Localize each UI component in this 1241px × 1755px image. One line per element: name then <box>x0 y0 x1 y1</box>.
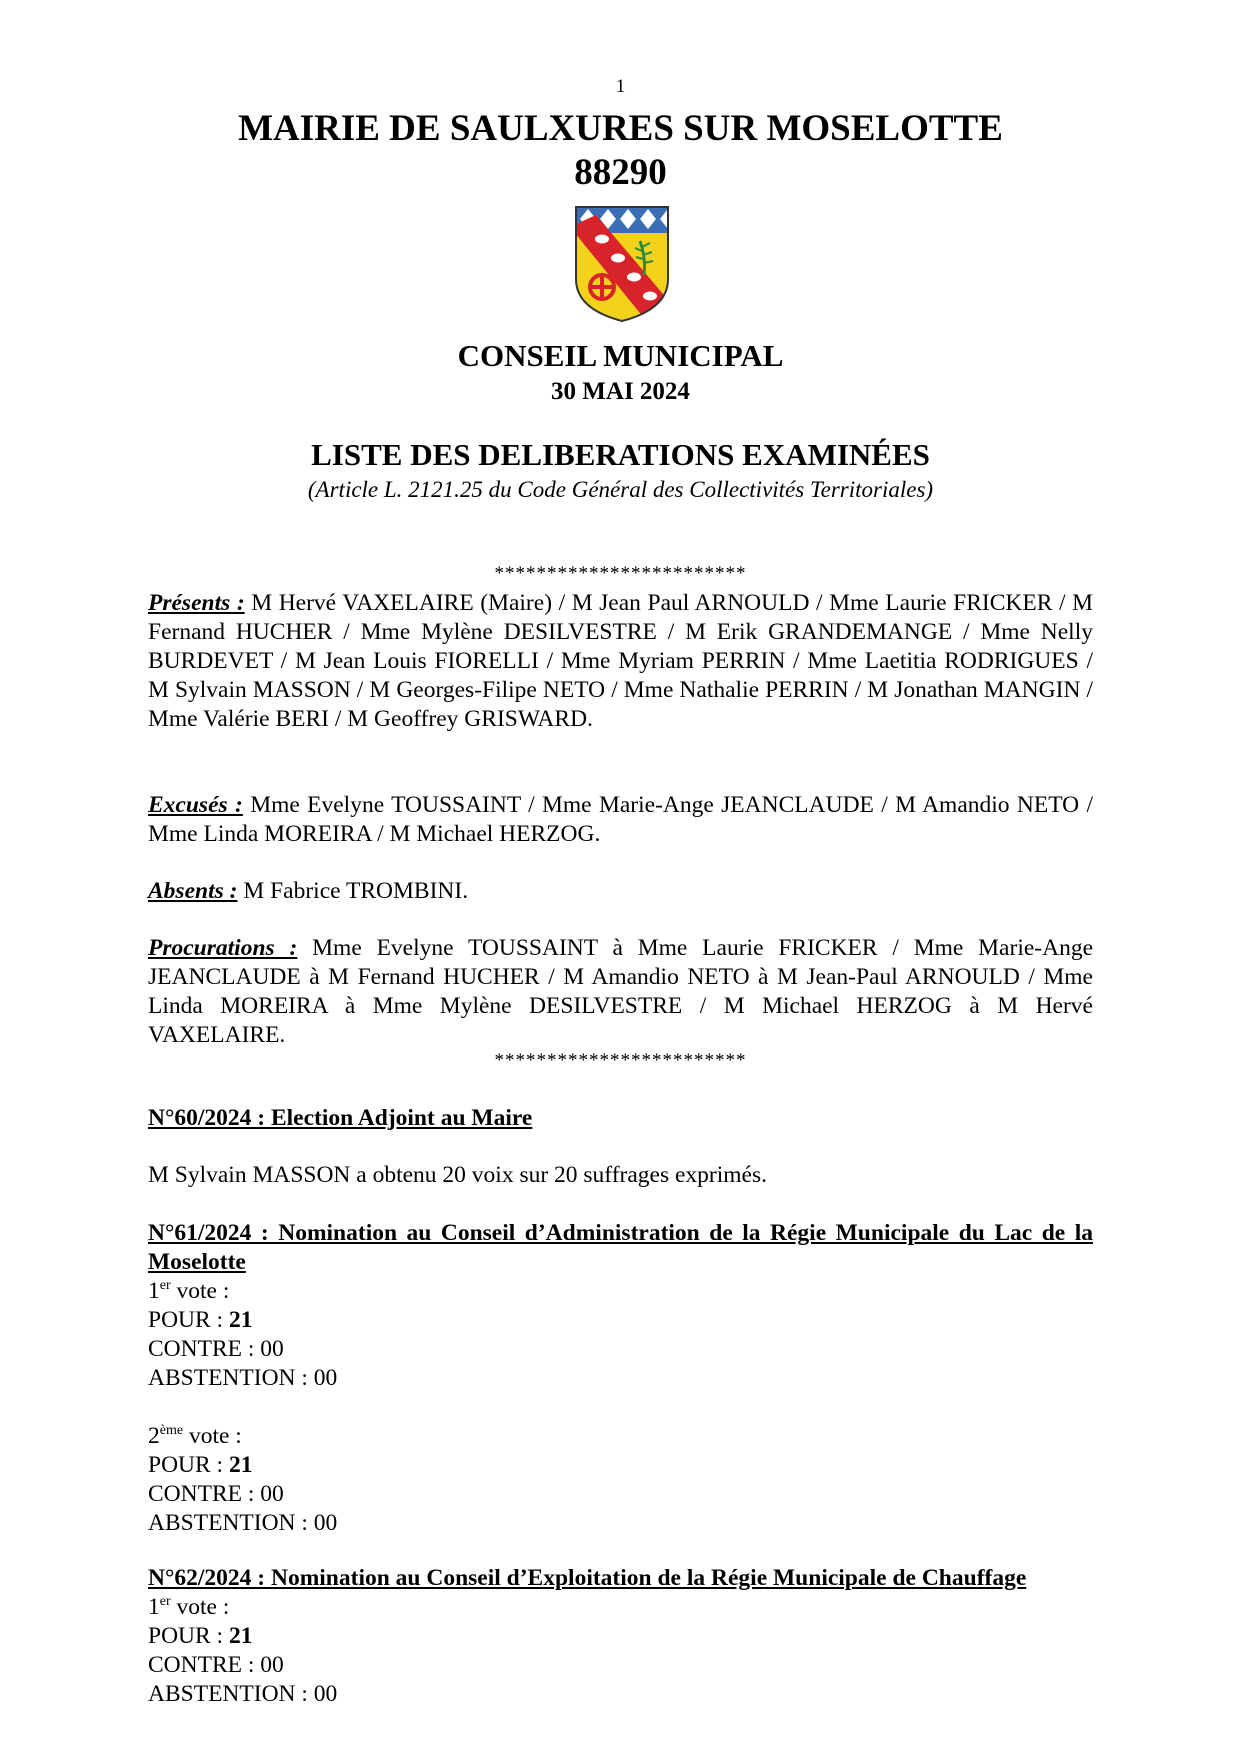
separator-top: ************************ <box>494 563 747 584</box>
vote-2-pour: POUR : 21 <box>148 1452 253 1478</box>
vote-2-heading: 2ème vote : <box>148 1423 242 1449</box>
deliberation-60-title: N°60/2024 : Election Adjoint au Maire <box>148 1105 533 1131</box>
deliberation-62-title: N°62/2024 : Nomination au Conseil d’Exploitation de la Régie Municipale de Chauffage <box>148 1565 1027 1591</box>
procurations-paragraph <box>148 934 1093 1050</box>
deliberation-61 <box>148 1219 1093 1538</box>
list-title: LISTE DES DELIBERATIONS EXAMINÉES <box>311 437 930 472</box>
mairie-title: MAIRIE DE SAULXURES SUR MOSELOTTE <box>238 108 1003 149</box>
page-number: 1 <box>615 76 626 97</box>
council-title: CONSEIL MUNICIPAL <box>457 338 784 373</box>
vote-1-heading: 1er vote : <box>148 1594 230 1620</box>
procurations-label: Procurations : <box>148 935 298 961</box>
vote-1-abstention: ABSTENTION : 00 <box>148 1681 338 1707</box>
separator-bottom: ************************ <box>494 1050 747 1071</box>
excuses-paragraph <box>148 791 1093 849</box>
deliberation-62 <box>148 1564 1093 1709</box>
absents-text: M Fabrice TROMBINI. <box>243 878 469 904</box>
vote-1-pour: POUR : 21 <box>148 1623 253 1649</box>
article-reference: (Article L. 2121.25 du Code Général des Collectivités Territoriales) <box>307 477 934 502</box>
council-date: 30 MAI 2024 <box>551 378 690 405</box>
procurations-text: Mme Evelyne TOUSSAINT à Mme Laurie FRICKER / Mme Marie-Ange JEANCLAUDE à M Fernand HUCHER / M Amandio NETO à M Jean-Paul ARNOULD / Mme Linda MOREIRA à Mme Mylène DESILVESTRE / M Michael HERZOG à M Hervé VAXELAIRE. <box>148 935 1094 1048</box>
excuses-text: Mme Evelyne TOUSSAINT / Mme Marie-Ange JEANCLAUDE / M Amandio NETO / Mme Linda MOREIRA / M Michael HERZOG. <box>148 792 1093 847</box>
deliberation-60-result <box>148 1161 1093 1190</box>
postcode: 88290 <box>574 152 667 193</box>
deliberation-60-text: M Sylvain MASSON a obtenu 20 voix sur 20 suffrages exprimés. <box>148 1162 768 1188</box>
vote-1-contre: CONTRE : 00 <box>148 1652 284 1678</box>
coat-of-arms-icon <box>574 205 670 323</box>
vote-2-abstention: ABSTENTION : 00 <box>148 1510 338 1536</box>
deliberation-60 <box>148 1104 1093 1133</box>
presents-label: Présents : <box>148 590 245 616</box>
presents-paragraph <box>148 589 1093 734</box>
absents-label: Absents : <box>148 878 238 904</box>
vote-1-heading: 1er vote : <box>148 1278 230 1304</box>
absents-paragraph <box>148 877 1093 906</box>
vote-1-contre: CONTRE : 00 <box>148 1336 284 1362</box>
deliberation-61-title: N°61/2024 : Nomination au Conseil d’Administration de la Régie Municipale du Lac de la Moselotte <box>148 1220 1093 1275</box>
vote-1-abstention: ABSTENTION : 00 <box>148 1365 338 1391</box>
vote-1-pour: POUR : 21 <box>148 1307 253 1333</box>
vote-2-contre: CONTRE : 00 <box>148 1481 284 1507</box>
presents-text: M Hervé VAXELAIRE (Maire) / M Jean Paul ARNOULD / Mme Laurie FRICKER / M Fernand HUCHER / Mme Mylène DESILVESTRE / M Erik GRANDEMANGE / Mme Nelly BURDEVET / M Jean Louis FIORELLI / Mme Myriam PERRIN / Mme Laetitia RODRIGUES / M Sylvain MASSON / M Georges-Filipe NETO / Mme Nathalie PERRIN / M Jonathan MANGIN / Mme Valérie BERI / M Geoffrey GRISWARD. <box>148 590 1094 732</box>
excuses-label: Excusés : <box>148 792 243 818</box>
